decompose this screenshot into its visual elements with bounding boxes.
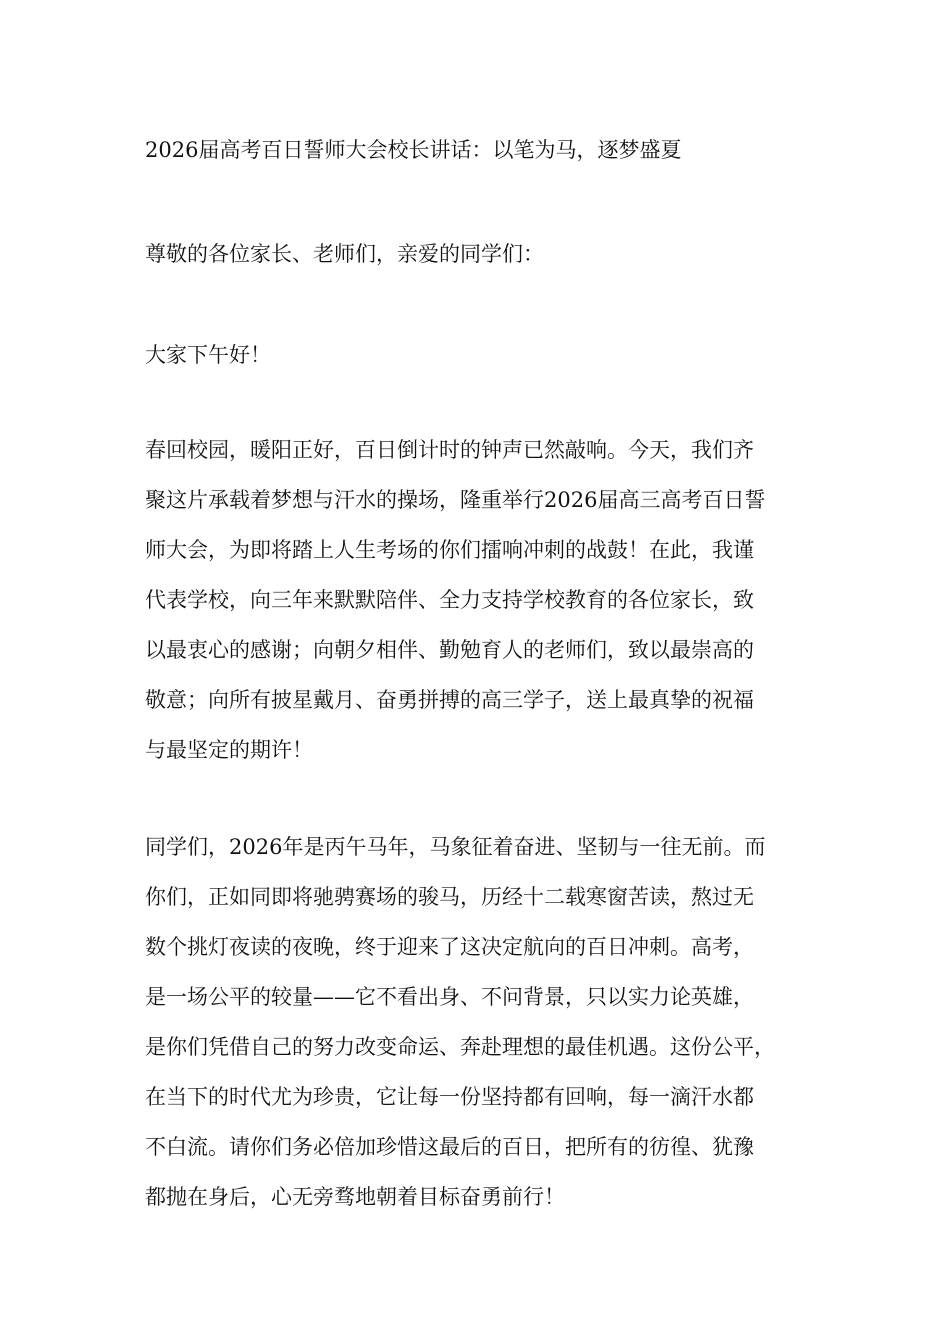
paragraph-line: 你们，正如同即将驰骋赛场的骏马，历经十二载寒窗苦读，熬过无 [145, 885, 754, 909]
paragraph-line: 以最衷心的感谢；向朝夕相伴、勤勉育人的老师们，致以最崇高的 [145, 638, 754, 662]
paragraph-line: 在当下的时代尤为珍贵，它让每一份坚持都有回响，每一滴汗水都 [145, 1085, 754, 1109]
paragraph-line: 敬意；向所有披星戴月、奋勇拼搏的高三学子，送上最真挚的祝福 [145, 688, 754, 712]
paragraph-line: 是你们凭借自己的努力改变命运、奔赴理想的最佳机遇。这份公平， [145, 1035, 775, 1059]
salutation-line: 大家下午好！ [145, 343, 271, 367]
paragraph-line: 数个挑灯夜读的夜晚，终于迎来了这决定航向的百日冲刺。高考， [145, 935, 754, 959]
paragraph-line: 不白流。请你们务必倍加珍惜这最后的百日，把所有的彷徨、犹豫 [145, 1135, 754, 1159]
paragraph-line: 师大会，为即将踏上人生考场的你们擂响冲刺的战鼓！在此，我谨 [145, 538, 754, 562]
paragraph-line: 与最坚定的期许！ [145, 738, 313, 762]
paragraph-line: 春回校园，暖阳正好，百日倒计时的钟声已然敲响。今天，我们齐 [145, 438, 754, 462]
paragraph-line: 都抛在身后，心无旁骛地朝着目标奋勇前行！ [145, 1185, 565, 1209]
greeting-line: 尊敬的各位家长、老师们，亲爱的同学们： [145, 242, 544, 266]
paragraph-line: 代表学校，向三年来默默陪伴、全力支持学校教育的各位家长，致 [145, 588, 754, 612]
paragraph-line: 聚这片承载着梦想与汗水的操场，隆重举行2026届高三高考百日誓 [145, 488, 766, 512]
paragraph-line: 同学们，2026年是丙午马年，马象征着奋进、坚韧与一往无前。而 [145, 835, 766, 859]
paragraph-line: 是一场公平的较量——它不看出身、不问背景，只以实力论英雄， [145, 985, 754, 1009]
document-title: 2026届高考百日誓师大会校长讲话：以笔为马，逐梦盛夏 [145, 138, 682, 162]
